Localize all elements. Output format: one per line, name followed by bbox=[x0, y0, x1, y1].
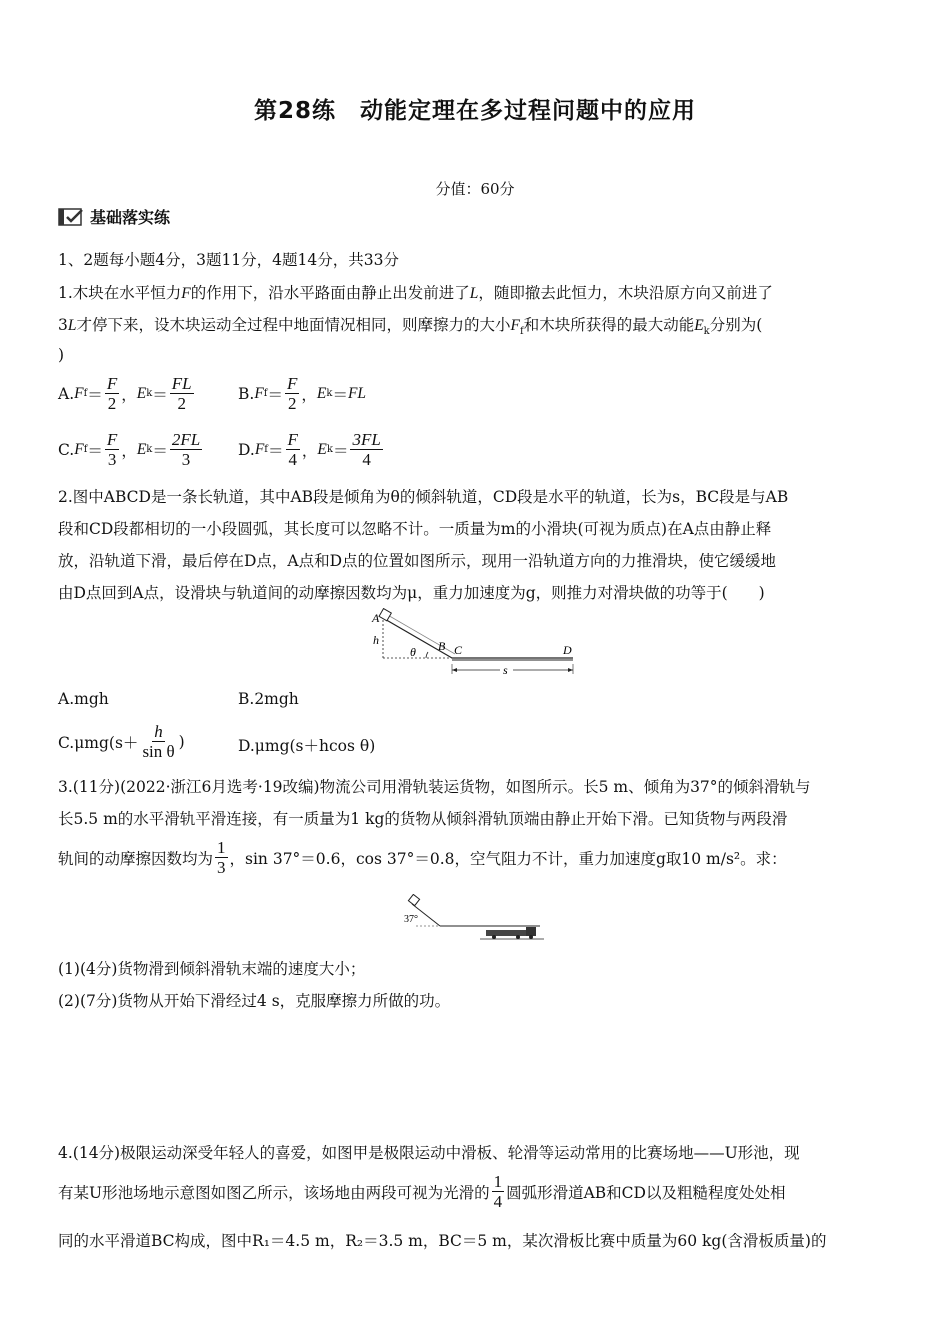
q2-line1: 2.图中ABCD是一条长轨道，其中AB段是倾角为θ的倾斜轨道，CD段是水平的轨道，长为s，BC段是与AB bbox=[58, 488, 789, 506]
truck-cab bbox=[526, 927, 536, 936]
label-s: s bbox=[503, 663, 508, 677]
q4-line2: 有某U形池场地示意图如图乙所示，该场地由两段可视为光滑的 $\frac{1}{4}$ 圆弧形滑道AB和CD以及粗糙程度处处相 bbox=[58, 1172, 786, 1211]
q3-line3: 轨间的动摩擦因数均为 $\frac{1}{3}$ ，sin 37°＝0.6，cos 37°＝0.8，空气阻力不计，重力加速度g取10 m/s²。求： bbox=[58, 838, 787, 877]
label-theta: θ bbox=[410, 645, 416, 659]
truck-body bbox=[486, 930, 526, 936]
q2-line2: 段和CD段都相切的一小段圆弧，其长度可以忽略不计。一质量为m的小滑块(可视为质点)在A点由静止释 bbox=[58, 520, 772, 538]
q2-line3: 放，沿轨道下滑，最后停在D点，A点和D点的位置如图所示，现用一沿轨道方向的力推滑块，使它缓缓地 bbox=[58, 552, 777, 570]
q1-option-c[interactable]: C. F f ＝ $\frac{F}{3}$ ， E k ＝ $\frac{2FL}{3}$ bbox=[58, 430, 201, 469]
q1-line3: ) bbox=[58, 346, 65, 364]
q3-sub2: (2)(7分)货物从开始下滑经过4 s，克服摩擦力所做的功。 bbox=[58, 992, 451, 1010]
label-a: A bbox=[372, 611, 380, 625]
q1-option-b[interactable]: B. F f ＝ $\frac{F}{2}$ ， E k ＝ FL bbox=[238, 374, 367, 413]
label-d: D bbox=[563, 643, 572, 657]
q3-sub1: (1)(4分)货物滑到倾斜滑轨末端的速度大小； bbox=[58, 960, 366, 978]
label-c: C bbox=[454, 643, 463, 657]
label-b: B bbox=[438, 639, 446, 653]
label-h: h bbox=[373, 633, 379, 647]
q2-option-b[interactable]: B.2mgh bbox=[238, 690, 299, 708]
score-note: 1、2题每小题4分，3题11分，4题14分，共33分 bbox=[58, 251, 399, 269]
q2-line4: 由D点回到A点，设滑块与轨道间的动摩擦因数均为μ，重力加速度为g，则推力对滑块做的功等于( ) bbox=[58, 584, 765, 602]
slider-block bbox=[379, 609, 391, 621]
q2-track-figure bbox=[368, 608, 582, 684]
q3-line2: 长5.5 m的水平滑轨平滑连接，有一质量为1 kg的货物从倾斜滑轨顶端由静止开始下滑。已知货物与两段滑 bbox=[58, 810, 788, 828]
q1-line1: 1.木块在水平恒力F的作用下，沿水平路面由静止出发前进了L，随即撤去此恒力，木块沿原方向又前进了 bbox=[58, 284, 773, 302]
score-total: 分值：60分 bbox=[435, 180, 515, 198]
section-title: 基础落实练 bbox=[90, 208, 171, 227]
checklist-icon bbox=[58, 207, 84, 227]
section-heading bbox=[58, 205, 170, 228]
q1-option-d[interactable]: D. F f ＝ $\frac{F}{4}$ ， E k ＝ $\frac{3FL}{4}$ bbox=[238, 430, 381, 469]
angle-label: 37° bbox=[404, 914, 418, 925]
page-title: 第28练 动能定理在多过程问题中的应用 bbox=[253, 98, 696, 124]
q3-chute-figure bbox=[402, 894, 548, 944]
q4-line3: 同的水平滑道BC构成，图中R₁＝4.5 m，R₂＝3.5 m，BC＝5 m，某次滑板比赛中质量为60 kg(含滑板质量)的 bbox=[58, 1232, 827, 1250]
q3-line1: 3.(11分)(2022·浙江6月选考·19改编)物流公司用滑轨装运货物，如图所示。长5 m、倾角为37°的倾斜滑轨与 bbox=[58, 778, 811, 796]
q2-option-c[interactable]: C.μmg(s＋ $\frac{h}{\text{sin θ}}$ ) bbox=[58, 722, 185, 761]
q4-line1: 4.(14分)极限运动深受年轻人的喜爱，如图甲是极限运动中滑板、轮滑等运动常用的比赛场地——U形池，现 bbox=[58, 1144, 800, 1162]
q2-option-a[interactable]: A.mgh bbox=[58, 690, 109, 708]
cargo-box bbox=[408, 894, 419, 905]
q1-line2: 3L才停下来，设木块运动全过程中地面情况相同，则摩擦力的大小$F_f$和木块所获得的最大动能$E_k$分别为( bbox=[58, 316, 763, 338]
q2-option-d[interactable]: D.μmg(s＋hcos θ) bbox=[238, 737, 376, 755]
q1-option-a[interactable]: A. F f ＝ $\frac{F}{2}$ ， E k ＝ $\frac{FL}{2}$ bbox=[58, 374, 192, 413]
